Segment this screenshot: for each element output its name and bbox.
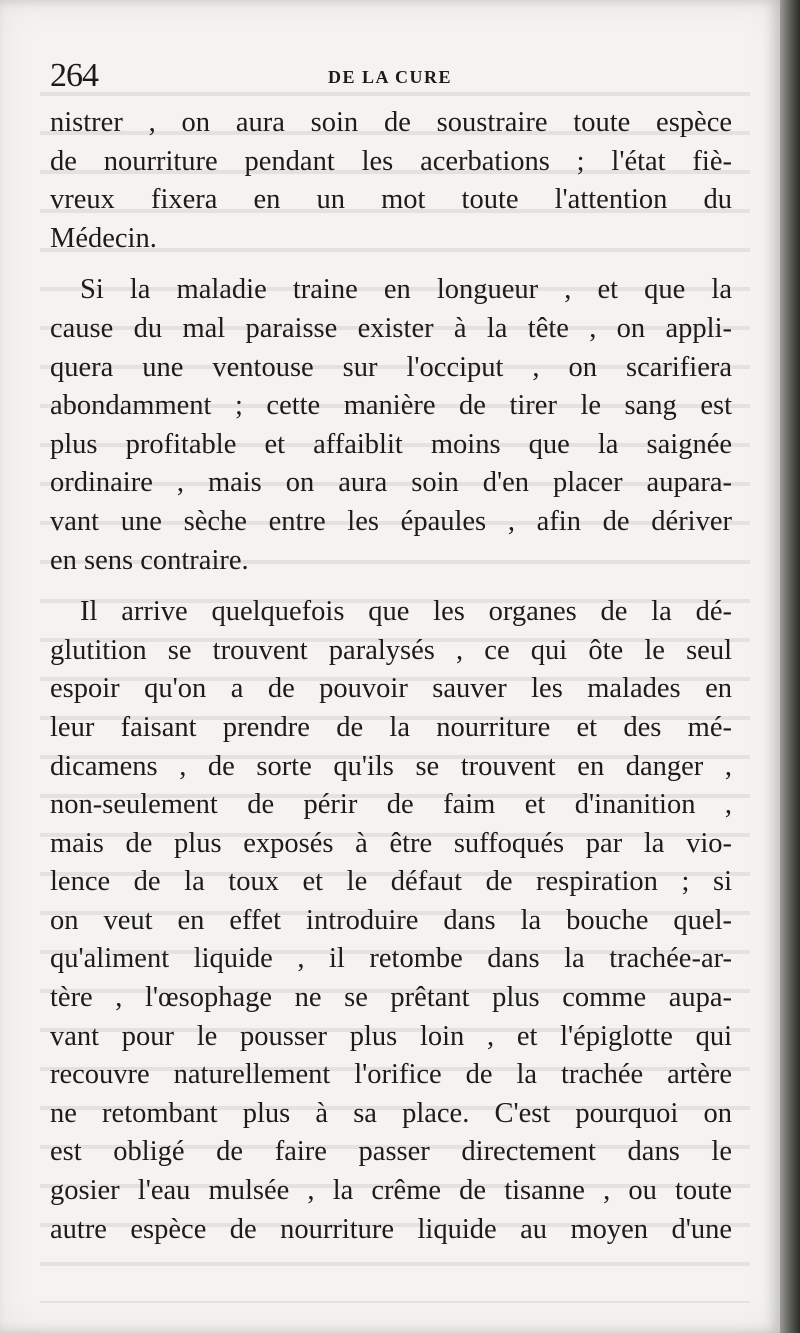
text-line: vreux fixera en un mot toute l'attention du — [50, 184, 732, 216]
text-line: qu'aliment liquide , il retombe dans la trachée-ar- — [50, 943, 732, 975]
text-line: Il arrive quelquefois que les organes de la dé- — [80, 596, 732, 628]
text-line: ne retombant plus à sa place. C'est pourquoi on — [50, 1097, 732, 1129]
paragraph-1 — [50, 104, 732, 258]
paragraph-3 — [50, 593, 732, 1249]
text-line: gosier l'eau mulsée , la crême de tisanne , ou toute — [50, 1175, 732, 1207]
running-head: DE LA CURE — [328, 67, 453, 87]
page-edge-shadow — [780, 0, 800, 1333]
text-line: dicamens , de sorte qu'ils se trouvent en danger , — [50, 750, 732, 782]
text-line: vant pour le pousser plus loin , et l'épiglotte qui — [50, 1020, 732, 1052]
text-line: lence de la toux et le défaut de respiration ; si — [50, 866, 732, 898]
text-line: autre espèce de nourriture liquide au moyen d'une — [50, 1213, 732, 1245]
text-line: Si la maladie traine en longueur , et que la — [80, 274, 732, 306]
page-number: 264 — [50, 57, 98, 94]
text-line: vant une sèche entre les épaules , afin de dériver — [50, 505, 732, 537]
text-line: plus profitable et affaiblit moins que la saignée — [50, 428, 732, 460]
text-line: leur faisant prendre de la nourriture et des mé- — [50, 711, 732, 743]
text-line: quera une ventouse sur l'occiput , on scarifiera — [50, 351, 732, 383]
text-line: de nourriture pendant les acerbations ; l'état fiè- — [50, 145, 732, 177]
body-text — [50, 104, 732, 1249]
text-line: non-seulement de périr de faim et d'inanition , — [50, 789, 732, 821]
text-line: Médecin. — [50, 222, 157, 254]
text-line: ordinaire , mais on aura soin d'en placer aupara- — [50, 467, 732, 499]
text-line: abondamment ; cette manière de tirer le sang est — [50, 390, 732, 422]
text-line: recouvre naturellement l'orifice de la trachée artère — [50, 1059, 732, 1091]
text-line: espoir qu'on a de pouvoir sauver les malades en — [50, 673, 732, 705]
text-line: en sens contraire. — [50, 544, 249, 576]
text-line: tère , l'œsophage ne se prêtant plus comme aupa- — [50, 982, 732, 1014]
text-line: nistrer , on aura soin de soustraire toute espèce — [50, 107, 732, 138]
text-line: est obligé de faire passer directement dans le — [50, 1136, 732, 1168]
text-line: cause du mal paraisse exister à la tête , on appli- — [50, 312, 732, 344]
page-header — [50, 58, 732, 94]
text-line: on veut en effet introduire dans la bouche quel- — [50, 904, 732, 936]
text-line: glutition se trouvent paralysés , ce qui ôte le seul — [50, 634, 732, 666]
text-line: mais de plus exposés à être suffoqués par la vio- — [50, 827, 732, 859]
paragraph-2 — [50, 271, 732, 580]
